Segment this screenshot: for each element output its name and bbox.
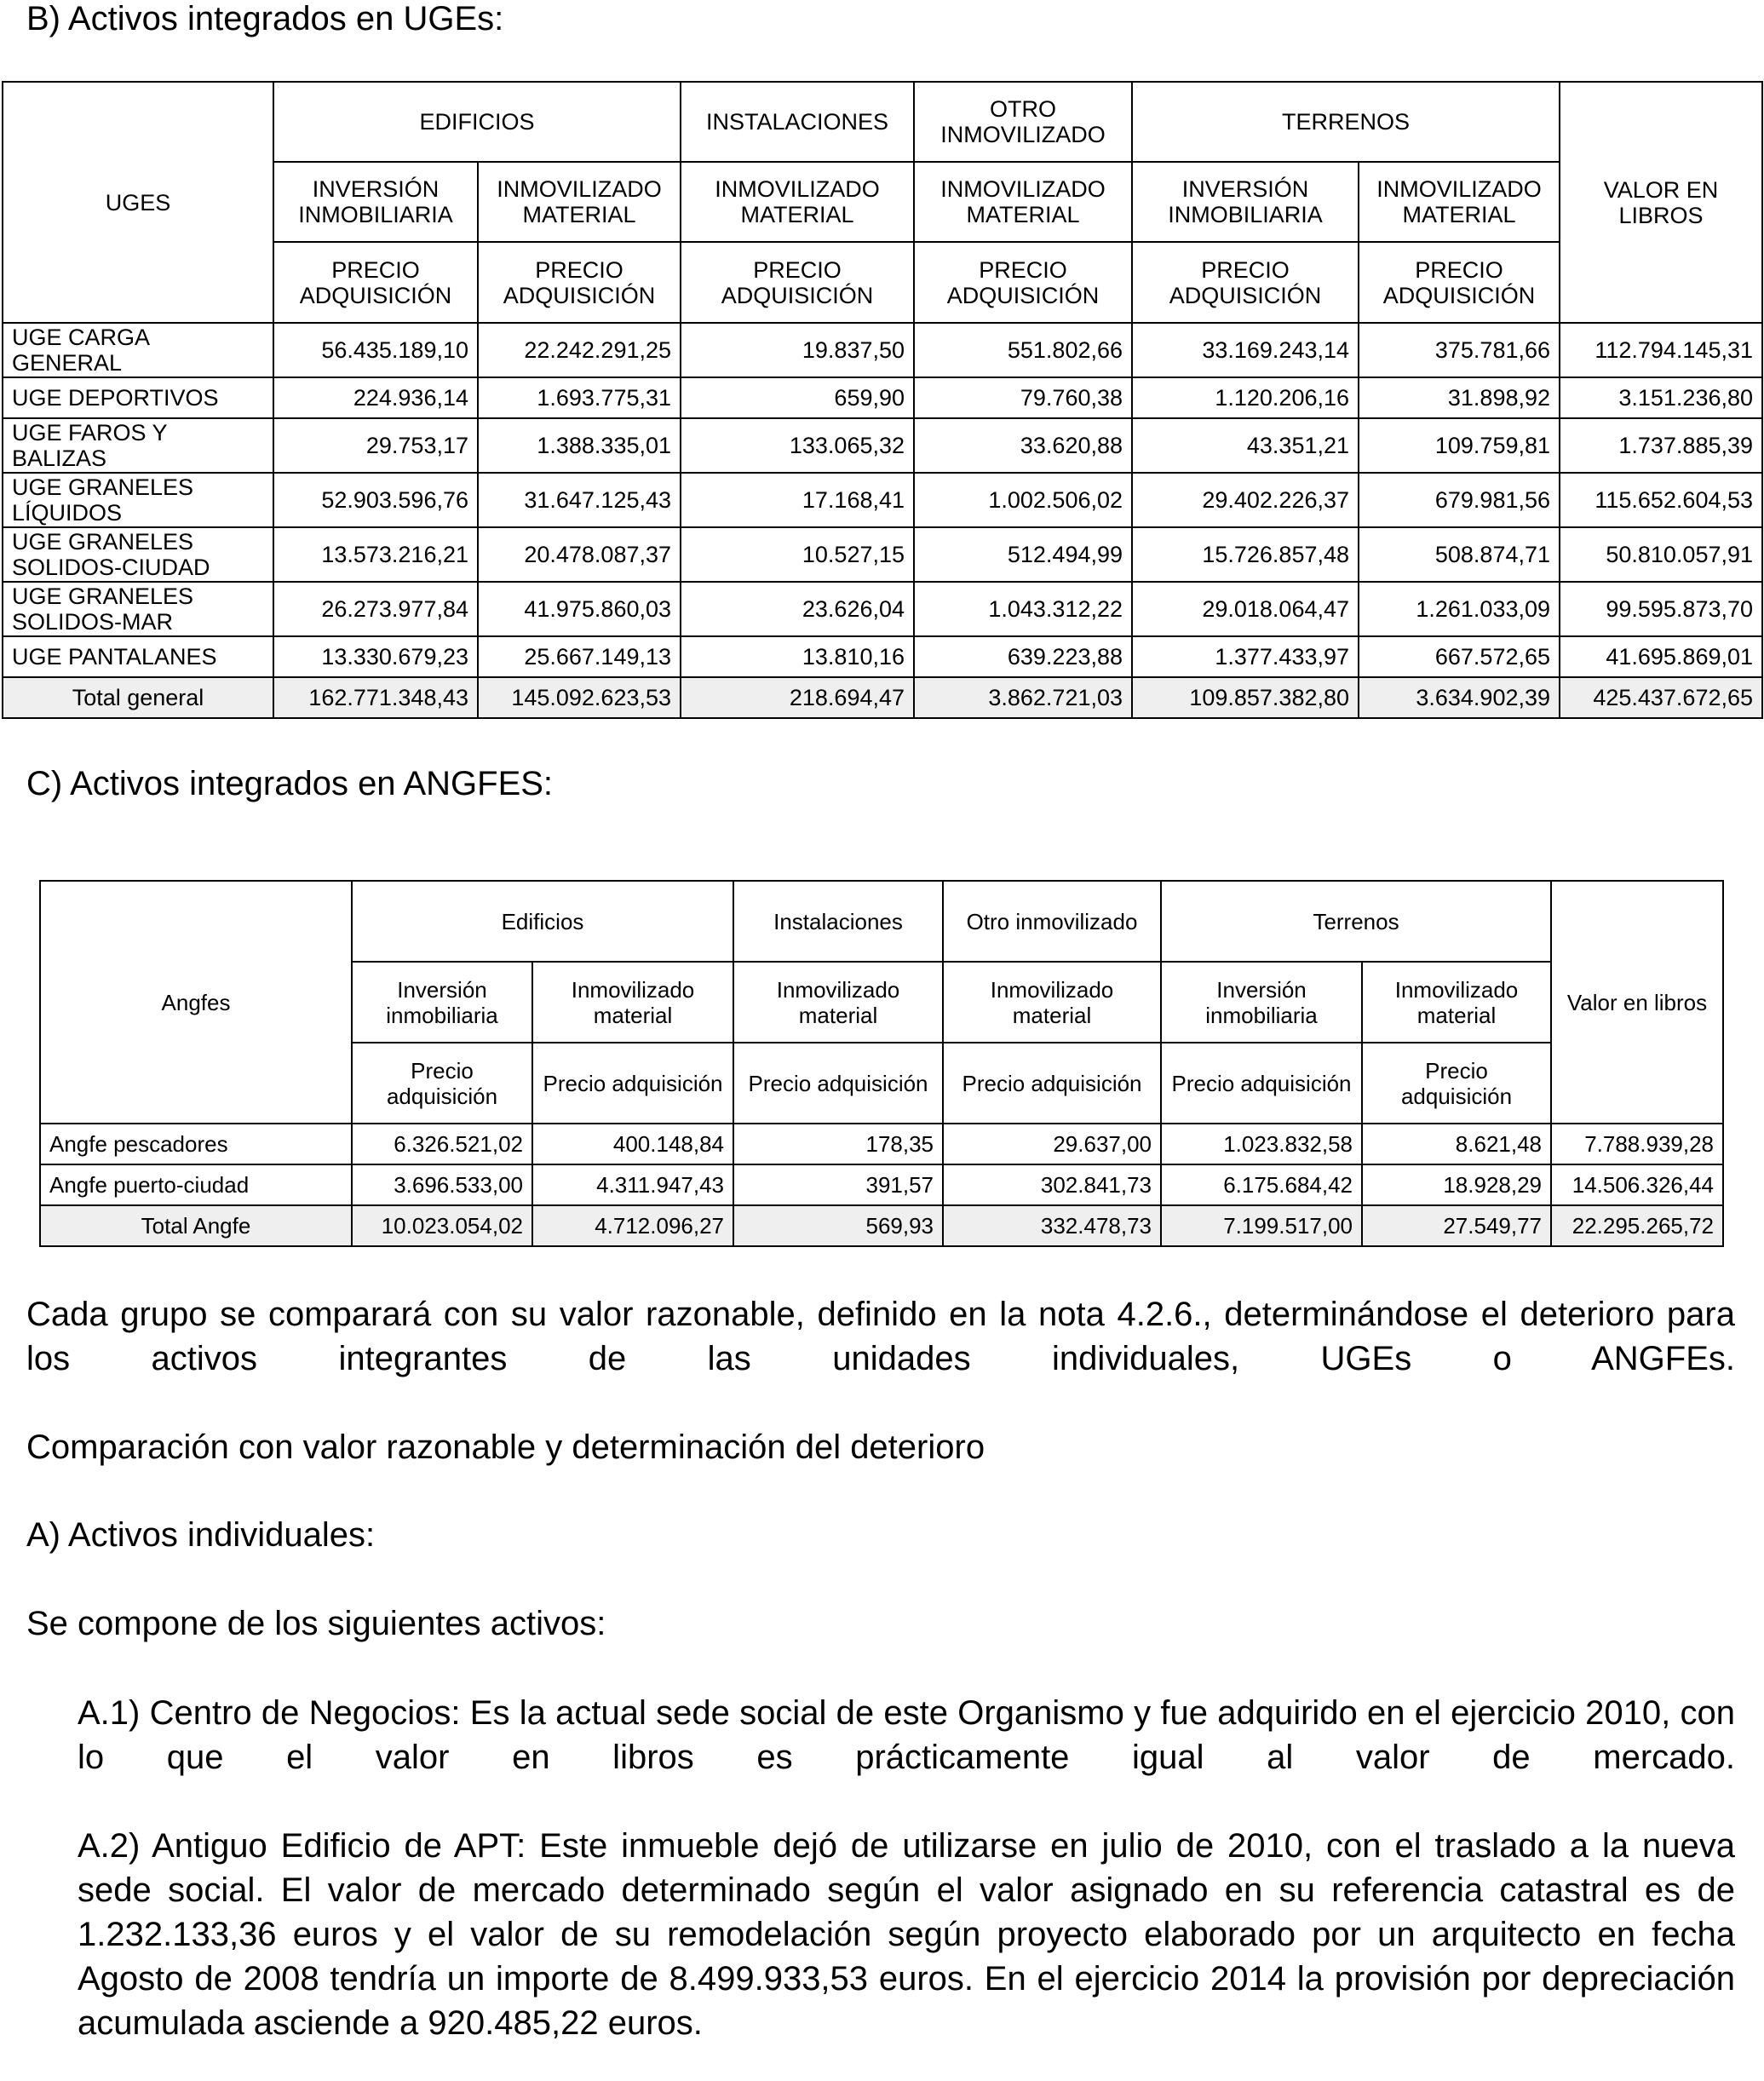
section_b-row-name: UGE CARGA GENERAL <box>3 323 273 377</box>
angfes-table <box>39 880 1724 1247</box>
angfes-subgroup: Inmovilizado material <box>943 962 1161 1043</box>
section_b-value-cell: 551.802,66 <box>914 323 1132 377</box>
section_b-value-cell: 224.936,14 <box>273 377 478 418</box>
angfes-subgroup: Inmovilizado material <box>733 962 943 1043</box>
uges-subgroup: INMOVILIZADO MATERIAL <box>914 162 1132 242</box>
uges-subgroup: INVERSIÓN INMOBILIARIA <box>1132 162 1359 242</box>
section_c-value-cell: 4.712.096,27 <box>532 1205 733 1246</box>
section_c-value-cell: 4.311.947,43 <box>532 1164 733 1205</box>
uges-group-otro: OTRO INMOVILIZADO <box>914 82 1132 162</box>
section_c-value-cell: 569,93 <box>733 1205 943 1246</box>
section_b-total-label: Total general <box>3 677 273 718</box>
section_c-table-row <box>40 1164 1723 1205</box>
section_b-value-cell: 13.810,16 <box>681 636 914 677</box>
section_c-value-cell: 14.506.326,44 <box>1551 1164 1723 1205</box>
section_b-value-cell: 133.065,32 <box>681 418 914 473</box>
section_b-value-cell: 218.694,47 <box>681 677 914 718</box>
section_c-value-cell: 29.637,00 <box>943 1124 1161 1164</box>
section_b-value-cell: 1.120.206,16 <box>1132 377 1359 418</box>
section_b-value-cell: 31.647.125,43 <box>478 473 681 527</box>
section_b-value-cell: 23.626,04 <box>681 582 914 636</box>
section_b-value-cell: 425.437.672,65 <box>1560 677 1762 718</box>
section_b-value-cell: 3.634.902,39 <box>1359 677 1560 718</box>
angfes-corner-header: Angfes <box>40 881 352 1124</box>
section_b-value-cell: 17.168,41 <box>681 473 914 527</box>
angfes-group-instalaciones: Instalaciones <box>733 881 943 962</box>
paragraph-comparison-intro: Cada grupo se comparará con su valor razonable, definido en la nota 4.2.6., determinándose el deterioro para los activos integrantes de las unidades individuales, UGEs o ANGFEs. <box>26 1296 1735 1377</box>
section_b-value-cell: 115.652.604,53 <box>1560 473 1762 527</box>
section_c-value-cell: 8.621,48 <box>1362 1124 1551 1164</box>
subheading-activos-individuales: A) Activos individuales: <box>26 1516 376 1554</box>
section_b-value-cell: 1.261.033,09 <box>1359 582 1560 636</box>
section_b-value-cell: 33.169.243,14 <box>1132 323 1359 377</box>
section_c-value-cell: 22.295.265,72 <box>1551 1205 1723 1246</box>
section_c-value-cell: 178,35 <box>733 1124 943 1164</box>
section_b-value-cell: 10.527,15 <box>681 527 914 582</box>
section_b-row-name: UGE FAROS Y BALIZAS <box>3 418 273 473</box>
section_b-value-cell: 15.726.857,48 <box>1132 527 1359 582</box>
section_b-value-cell: 512.494,99 <box>914 527 1132 582</box>
section_c-value-cell: 332.478,73 <box>943 1205 1161 1246</box>
section_b-value-cell: 29.402.226,37 <box>1132 473 1359 527</box>
section_b-value-cell: 109.857.382,80 <box>1132 677 1359 718</box>
angfes-group-edificios: Edificios <box>352 881 733 962</box>
uges-group-instalaciones: INSTALACIONES <box>681 82 914 162</box>
section_b-value-cell: 145.092.623,53 <box>478 677 681 718</box>
section_b-value-cell: 43.351,21 <box>1132 418 1359 473</box>
section_c-value-cell: 6.326.521,02 <box>352 1124 532 1164</box>
angfes-group-otro: Otro inmovilizado <box>943 881 1161 962</box>
section_c-total-label: Total Angfe <box>40 1205 352 1246</box>
uges-group-edificios: EDIFICIOS <box>273 82 681 162</box>
section_c-value-cell: 18.928,29 <box>1362 1164 1551 1205</box>
section_c-table-row <box>40 1124 1723 1164</box>
section_b-value-cell: 679.981,56 <box>1359 473 1560 527</box>
section_b-value-cell: 50.810.057,91 <box>1560 527 1762 582</box>
section_b-value-cell: 508.874,71 <box>1359 527 1560 582</box>
section_b-value-cell: 1.377.433,97 <box>1132 636 1359 677</box>
section_c-value-cell: 6.175.684,42 <box>1161 1164 1362 1205</box>
section_b-table-row <box>3 418 1762 473</box>
section_b-table-row <box>3 582 1762 636</box>
section_b-value-cell: 41.975.860,03 <box>478 582 681 636</box>
angfes-subgroup: Inmovilizado material <box>1362 962 1551 1043</box>
section_b-value-cell: 1.388.335,01 <box>478 418 681 473</box>
section_b-table-row <box>3 527 1762 582</box>
uges-group-terrenos: TERRENOS <box>1132 82 1560 162</box>
angfes-subgroup: Inversión inmobiliaria <box>352 962 532 1043</box>
section_b-value-cell: 109.759,81 <box>1359 418 1560 473</box>
section_c-value-cell: 7.788.939,28 <box>1551 1124 1723 1164</box>
angfes-subgroup: Inversión inmobiliaria <box>1161 962 1362 1043</box>
angfes-precio-label: Precio adquisición <box>1362 1043 1551 1124</box>
section_b-value-cell: 29.018.064,47 <box>1132 582 1359 636</box>
section_b-value-cell: 19.837,50 <box>681 323 914 377</box>
section-b-heading: B) Activos integrados en UGEs: <box>26 0 504 37</box>
section_c-value-cell: 10.023.054,02 <box>352 1205 532 1246</box>
uges-precio-label: PRECIO ADQUISICIÓN <box>1359 242 1560 323</box>
section_b-value-cell: 375.781,66 <box>1359 323 1560 377</box>
section_b-value-cell: 26.273.977,84 <box>273 582 478 636</box>
section_c-value-cell: 27.549,77 <box>1362 1205 1551 1246</box>
section_b-value-cell: 13.573.216,21 <box>273 527 478 582</box>
angfes-group-terrenos: Terrenos <box>1161 881 1551 962</box>
uges-corner-header: UGES <box>3 82 273 323</box>
uges-subgroup: INVERSIÓN INMOBILIARIA <box>273 162 478 242</box>
paragraph-centro-negocios: A.1) Centro de Negocios: Es la actual sede social de este Organismo y fue adquirido en el ejercicio 2010, con lo que el valor en libros es prácticamente igual al valor de mercado. <box>78 1694 1735 1776</box>
section_c-value-cell: 391,57 <box>733 1164 943 1205</box>
section_b-row-name: UGE GRANELES SOLIDOS-CIUDAD <box>3 527 273 582</box>
section_b-row-name: UGE GRANELES LÍQUIDOS <box>3 473 273 527</box>
section_b-value-cell: 659,90 <box>681 377 914 418</box>
section_b-value-cell: 33.620,88 <box>914 418 1132 473</box>
section_b-value-cell: 1.043.312,22 <box>914 582 1132 636</box>
section_c-value-cell: 400.148,84 <box>532 1124 733 1164</box>
angfes-precio-label: Precio adquisición <box>1161 1043 1362 1124</box>
angfes-valor-header: Valor en libros <box>1551 881 1723 1124</box>
subheading-comparison: Comparación con valor razonable y determinación del deterioro <box>26 1429 985 1466</box>
section_b-value-cell: 667.572,65 <box>1359 636 1560 677</box>
section_b-value-cell: 29.753,17 <box>273 418 478 473</box>
uges-table <box>2 81 1763 719</box>
section_b-row-name: UGE PANTALANES <box>3 636 273 677</box>
section_b-value-cell: 79.760,38 <box>914 377 1132 418</box>
section_b-value-cell: 41.695.869,01 <box>1560 636 1762 677</box>
section_b-row-name: UGE GRANELES SOLIDOS-MAR <box>3 582 273 636</box>
section_b-value-cell: 13.330.679,23 <box>273 636 478 677</box>
section_b-total-row <box>3 677 1762 718</box>
uges-subgroup: INMOVILIZADO MATERIAL <box>681 162 914 242</box>
section_b-value-cell: 162.771.348,43 <box>273 677 478 718</box>
section_b-value-cell: 639.223,88 <box>914 636 1132 677</box>
uges-precio-label: PRECIO ADQUISICIÓN <box>681 242 914 323</box>
angfes-subgroup: Inmovilizado material <box>532 962 733 1043</box>
uges-valor-header: VALOR EN LIBROS <box>1560 82 1762 323</box>
section_b-table-row <box>3 473 1762 527</box>
paragraph-compone: Se compone de los siguientes activos: <box>26 1605 606 1642</box>
uges-precio-label: PRECIO ADQUISICIÓN <box>273 242 478 323</box>
angfes-precio-label: Precio adquisición <box>352 1043 532 1124</box>
section-c-heading: C) Activos integrados en ANGFES: <box>26 765 554 802</box>
section_c-value-cell: 302.841,73 <box>943 1164 1161 1205</box>
section_b-value-cell: 112.794.145,31 <box>1560 323 1762 377</box>
uges-precio-label: PRECIO ADQUISICIÓN <box>478 242 681 323</box>
section_b-value-cell: 3.862.721,03 <box>914 677 1132 718</box>
angfes-precio-label: Precio adquisición <box>733 1043 943 1124</box>
section_b-value-cell: 20.478.087,37 <box>478 527 681 582</box>
section_b-value-cell: 1.693.775,31 <box>478 377 681 418</box>
section_b-value-cell: 1.002.506,02 <box>914 473 1132 527</box>
section_b-value-cell: 31.898,92 <box>1359 377 1560 418</box>
section_c-row-name: Angfe pescadores <box>40 1124 352 1164</box>
section_c-value-cell: 1.023.832,58 <box>1161 1124 1362 1164</box>
section_b-value-cell: 25.667.149,13 <box>478 636 681 677</box>
section_b-value-cell: 52.903.596,76 <box>273 473 478 527</box>
angfes-precio-label: Precio adquisición <box>943 1043 1161 1124</box>
section_b-value-cell: 3.151.236,80 <box>1560 377 1762 418</box>
section_b-value-cell: 56.435.189,10 <box>273 323 478 377</box>
section_b-value-cell: 99.595.873,70 <box>1560 582 1762 636</box>
section_b-row-name: UGE DEPORTIVOS <box>3 377 273 418</box>
uges-precio-label: PRECIO ADQUISICIÓN <box>914 242 1132 323</box>
uges-subgroup: INMOVILIZADO MATERIAL <box>1359 162 1560 242</box>
section_c-row-name: Angfe puerto-ciudad <box>40 1164 352 1205</box>
section_b-value-cell: 22.242.291,25 <box>478 323 681 377</box>
uges-subgroup: INMOVILIZADO MATERIAL <box>478 162 681 242</box>
section_b-value-cell: 1.737.885,39 <box>1560 418 1762 473</box>
section_b-table-row <box>3 377 1762 418</box>
paragraph-antiguo-edificio: A.2) Antiguo Edificio de APT: Este inmueble dejó de utilizarse en julio de 2010, con el traslado a la nueva sede social. El valor de mercado determinado según el valor asignado en su referencia catastral es de 1.232.133,36 euros y el valor de su remodelación según proyecto elaborado por un arquitecto en fecha Agosto de 2008 tendría un importe de 8.499.933,53 euros. En el ejercicio 2014 la provisión por depreciación acumulada asciende a 920.485,22 euros. <box>78 1827 1735 2042</box>
angfes-precio-label: Precio adquisición <box>532 1043 733 1124</box>
uges-precio-label: PRECIO ADQUISICIÓN <box>1132 242 1359 323</box>
section_b-table-row <box>3 636 1762 677</box>
section_b-table-row <box>3 323 1762 377</box>
section_c-value-cell: 3.696.533,00 <box>352 1164 532 1205</box>
section_c-total-row <box>40 1205 1723 1246</box>
section_c-value-cell: 7.199.517,00 <box>1161 1205 1362 1246</box>
